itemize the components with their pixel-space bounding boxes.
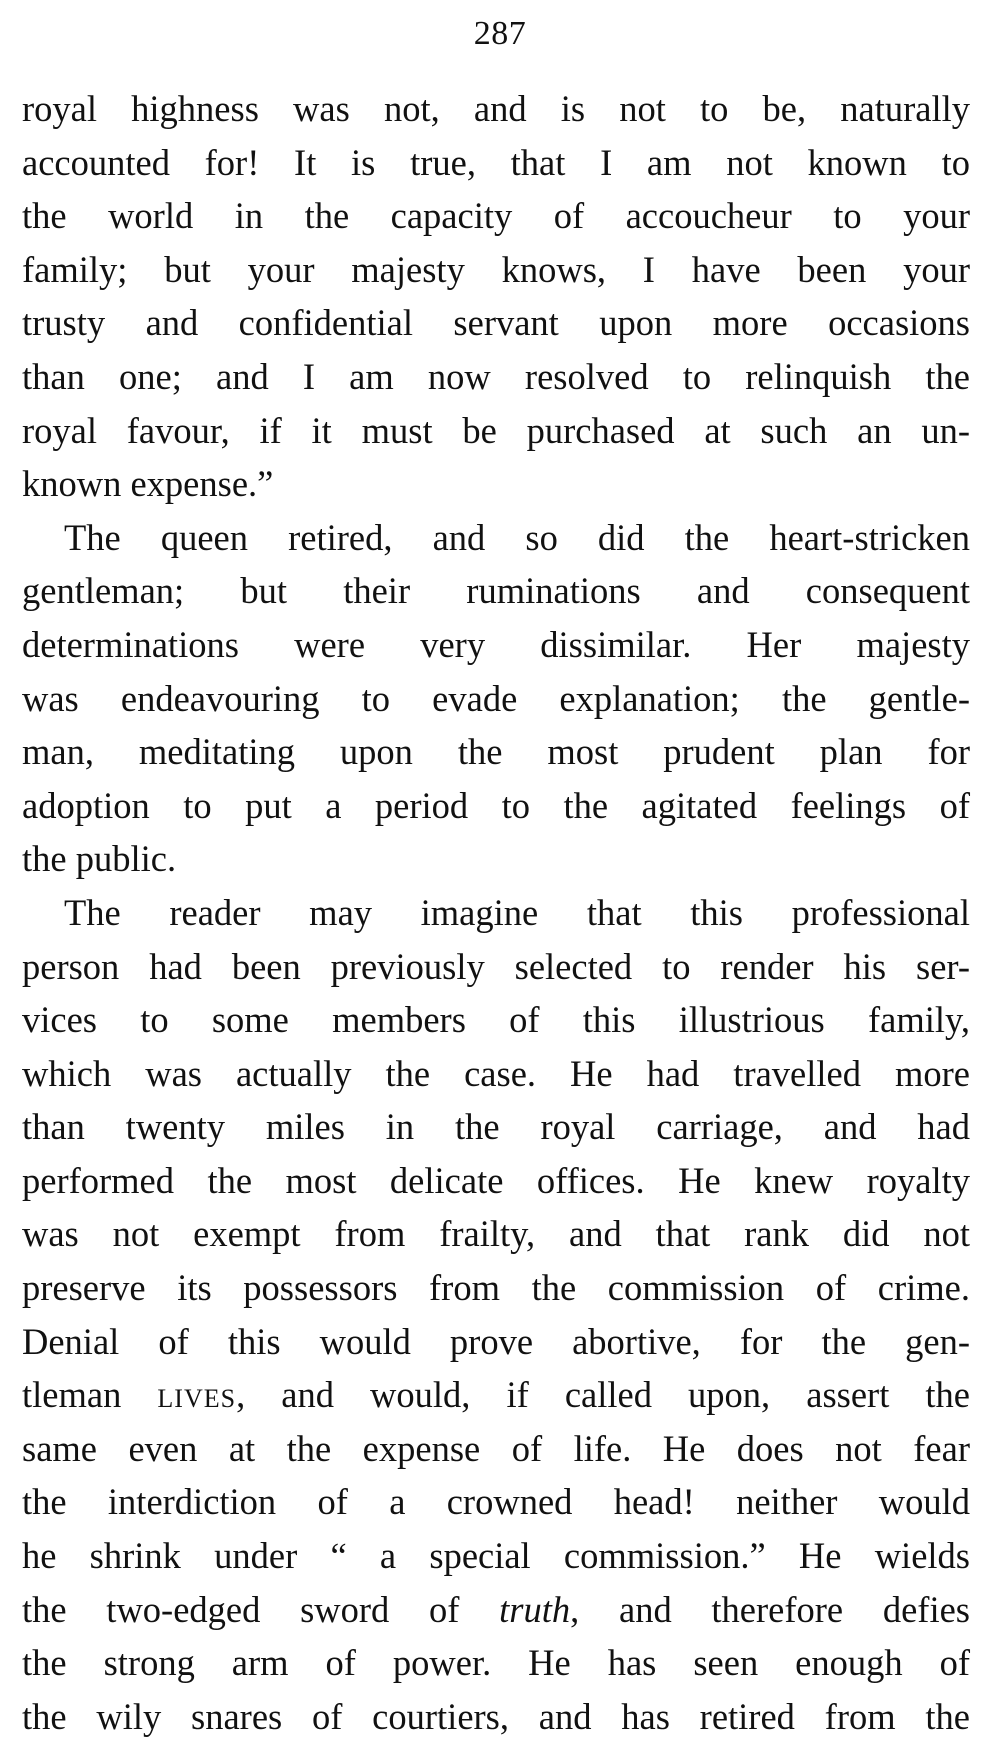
page-number: 287 bbox=[473, 15, 527, 52]
text-line: performed the most delicate offices. He knew royalty bbox=[22, 1159, 970, 1201]
text-line: known expense.” bbox=[22, 463, 274, 505]
text-line: the interdiction of a crowned head! neither would bbox=[22, 1481, 970, 1523]
smallcaps-word: lives bbox=[157, 1374, 237, 1416]
text-line: preserve its possessors from the commission of crime. bbox=[22, 1267, 970, 1309]
text-line: determinations were very dissimilar. Her majesty bbox=[22, 623, 970, 665]
text-line: he shrink under “ a special commission.” He wields bbox=[22, 1535, 970, 1577]
text-line: vices to some members of this illustrious family, bbox=[22, 999, 970, 1041]
text-fragment: , and would, if called upon, assert the bbox=[236, 1374, 971, 1416]
paragraph-start-line: The reader may imagine that this professional bbox=[64, 891, 970, 933]
text-line: trusty and confidential servant upon more occasions bbox=[22, 302, 970, 344]
text-line: the strong arm of power. He has seen enough of bbox=[22, 1642, 970, 1684]
text-line: was endeavouring to evade explanation; the gentle- bbox=[22, 677, 970, 719]
text-line: accounted for! It is true, that I am not known to bbox=[22, 141, 970, 183]
text-line: was not exempt from frailty, and that rank did not bbox=[22, 1213, 970, 1255]
text-line-with-italic bbox=[22, 1583, 970, 1637]
text-line: gentleman; but their ruminations and consequent bbox=[22, 570, 970, 612]
text-line: person had been previously selected to render his ser- bbox=[22, 945, 970, 987]
text-line: Denial of this would prove abortive, for the gen- bbox=[22, 1320, 970, 1362]
text-line: royal highness was not, and is not to be, naturally bbox=[22, 88, 970, 129]
text-line: the public. bbox=[22, 838, 177, 880]
text-line-with-smallcaps bbox=[22, 1368, 970, 1422]
text-line: which was actually the case. He had travelled more bbox=[22, 1052, 970, 1094]
text-fragment: tleman bbox=[22, 1374, 158, 1416]
italic-word: truth bbox=[499, 1588, 571, 1630]
text-line: family; but your majesty knows, I have been your bbox=[22, 248, 970, 290]
text-line: same even at the expense of life. He does not fear bbox=[22, 1427, 970, 1469]
text-line: than one; and I am now resolved to relinquish the bbox=[22, 355, 970, 397]
text-line: the world in the capacity of accoucheur to your bbox=[22, 195, 970, 237]
body-text bbox=[22, 82, 970, 1743]
text-line: man, meditating upon the most prudent plan for bbox=[22, 731, 970, 773]
text-fragment: the two-edged sword of bbox=[22, 1588, 500, 1630]
text-line: adoption to put a period to the agitated feelings of bbox=[22, 784, 970, 826]
text-line: the wily snares of courtiers, and has retired from the bbox=[22, 1695, 970, 1737]
text-fragment: , and therefore defies bbox=[570, 1588, 970, 1630]
text-line: royal favour, if it must be purchased at such an un- bbox=[22, 409, 970, 451]
paragraph-start-line: The queen retired, and so did the heart-stricken bbox=[64, 516, 970, 558]
text-line: than twenty miles in the royal carriage, and had bbox=[22, 1106, 970, 1148]
